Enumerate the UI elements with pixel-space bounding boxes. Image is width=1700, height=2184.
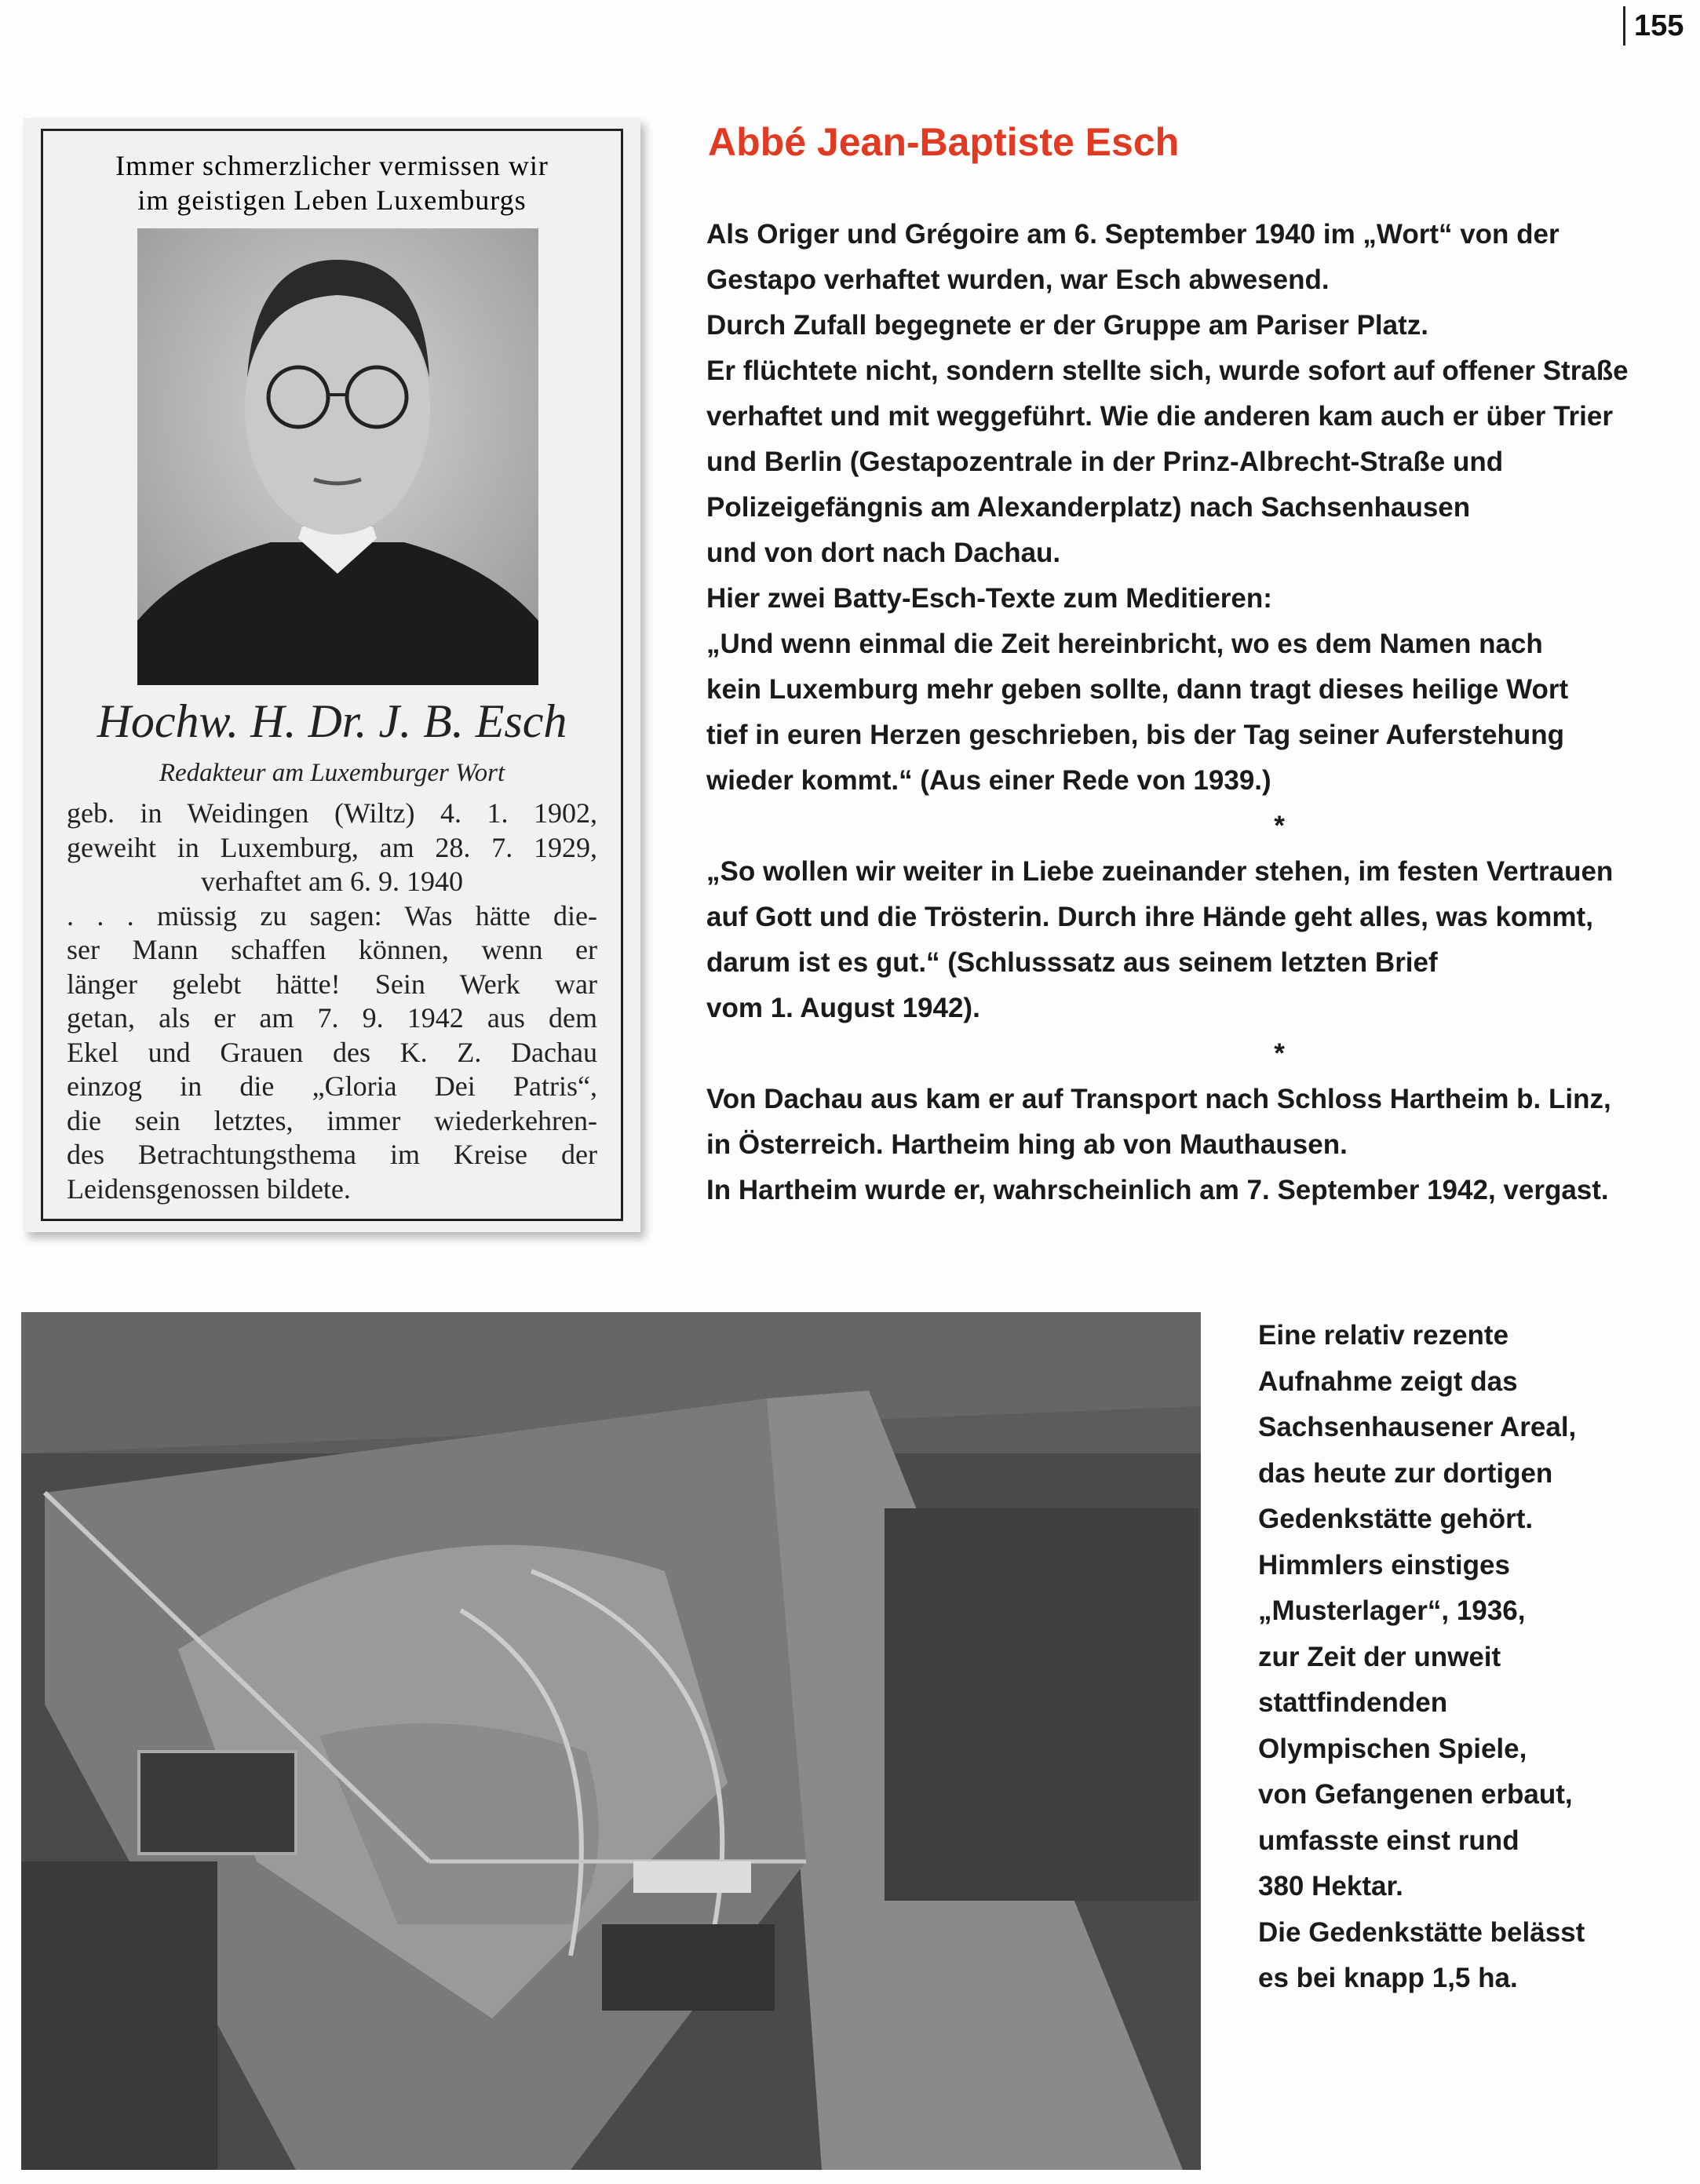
card-line: einzog in die „Gloria Dei Patris“, — [67, 1070, 597, 1102]
separator-star: * — [1274, 811, 1285, 841]
caption-line: Olympischen Spiele, — [1258, 1733, 1527, 1764]
card-line: . . . müssig zu sagen: Was hätte die- — [67, 899, 597, 932]
article-line: „So wollen wir weiter in Liebe zueinander stehen, im festen Vertrauen — [706, 856, 1614, 887]
card-line: die sein letztes, immer wiederkehren- — [67, 1104, 597, 1136]
article-line: verhaftet und mit weggeführt. Wie die anderen kam auch er über Trier — [706, 401, 1613, 432]
article-line: Polizeigefängnis am Alexanderplatz) nach Sachsenhausen — [706, 492, 1471, 523]
caption-line: es bei knapp 1,5 ha. — [1258, 1963, 1518, 1993]
photo-caption — [1258, 1313, 1585, 2002]
caption-line: das heute zur dortigen — [1258, 1457, 1553, 1489]
article-line: Hier zwei Batty-Esch-Texte zum Meditieren: — [706, 583, 1272, 614]
article-line: vom 1. August 1942). — [706, 993, 980, 1023]
card-name: Hochw. H. Dr. J. B. Esch — [97, 695, 567, 747]
separator-star: * — [1274, 1038, 1285, 1069]
caption-line: zur Zeit der unweit — [1258, 1641, 1501, 1672]
article-line: kein Luxemburg mehr geben sollte, dann tragt dieses heilige Wort — [706, 674, 1569, 705]
article-line: wieder kommt.“ (Aus einer Rede von 1939.) — [706, 765, 1271, 796]
caption-line: Eine relativ rezente — [1258, 1320, 1509, 1351]
article-body — [706, 212, 1633, 1213]
caption-line: stattfindenden — [1258, 1687, 1448, 1718]
card-line: Leidensgenossen bildete. — [67, 1172, 351, 1205]
card-header — [43, 148, 621, 217]
card-line: länger gelebt hätte! Sein Werk war — [67, 968, 597, 1000]
caption-line: 380 Hektar. — [1258, 1871, 1403, 1901]
card-line: geb. in Weidingen (Wiltz) 4. 1. 1902, — [67, 797, 597, 829]
article-line: auf Gott und die Trösterin. Durch ihre Hände geht alles, was kommt, — [706, 902, 1593, 932]
article-line: tief in euren Herzen geschrieben, bis der Tag seiner Auferstehung — [706, 720, 1565, 750]
card-line: verhaftet am 6. 9. 1940 — [201, 866, 463, 897]
card-body — [67, 797, 597, 1206]
article-line: darum ist es gut.“ (Schlusssatz aus seinem letzten Brief — [706, 947, 1438, 978]
caption-line: Die Gedenkstätte belässt — [1258, 1916, 1585, 1948]
card-role: Redakteur am Luxemburger Wort — [159, 759, 505, 787]
article-line: und Berlin (Gestapozentrale in der Prinz-Albrecht-Straße und — [706, 447, 1504, 477]
portrait-photo — [137, 228, 538, 685]
article-line: Gestapo verhaftet wurden, war Esch abwesend. — [706, 264, 1330, 295]
caption-line: Aufnahme zeigt das — [1258, 1365, 1518, 1397]
caption-line: „Musterlager“, 1936, — [1258, 1595, 1526, 1626]
aerial-photo-sachsenhausen — [21, 1312, 1201, 2170]
card-line: Ekel und Grauen des K. Z. Dachau — [67, 1036, 597, 1068]
article-line: in Österreich. Hartheim hing ab von Mauthausen. — [706, 1129, 1348, 1160]
caption-line: Sachsenhausener Areal, — [1258, 1412, 1577, 1442]
caption-line: Gedenkstätte gehört. — [1258, 1504, 1534, 1534]
article-title: Abbé Jean-Baptiste Esch — [708, 120, 1180, 164]
card-line: des Betrachtungsthema im Kreise der — [67, 1139, 597, 1170]
card-line: ser Mann schaffen können, wenn er — [67, 934, 597, 965]
card-header-line: im geistigen Leben Luxemburgs — [137, 184, 527, 216]
card-line: geweiht in Luxemburg, am 28. 7. 1929, — [67, 831, 597, 863]
card-line: getan, als er am 7. 9. 1942 aus dem — [67, 1002, 597, 1034]
article-line: Von Dachau aus kam er auf Transport nach Schloss Hartheim b. Linz, — [706, 1084, 1611, 1114]
page-number-rule — [1623, 6, 1625, 46]
article-line: Er flüchtete nicht, sondern stellte sich, wurde sofort auf offener Straße — [706, 355, 1629, 386]
article-line: „Und wenn einmal die Zeit hereinbricht, wo es dem Namen nach — [706, 629, 1543, 659]
page-number: 155 — [1634, 9, 1684, 42]
caption-line: Himmlers einstiges — [1258, 1549, 1510, 1581]
article-line: Durch Zufall begegnete er der Gruppe am Pariser Platz. — [706, 310, 1428, 341]
card-frame — [41, 129, 623, 1221]
card-header-line: Immer schmerzlicher vermissen wir — [115, 150, 549, 181]
caption-line: umfasste einst rund — [1258, 1825, 1519, 1856]
article-line: und von dort nach Dachau. — [706, 538, 1061, 568]
caption-line: von Gefangenen erbaut, — [1258, 1779, 1573, 1810]
article-line: In Hartheim wurde er, wahrscheinlich am 7. September 1942, vergast. — [706, 1175, 1609, 1205]
obituary-card — [24, 118, 640, 1232]
article-line: Als Origer und Grégoire am 6. September 1940 im „Wort“ von der — [706, 219, 1560, 250]
